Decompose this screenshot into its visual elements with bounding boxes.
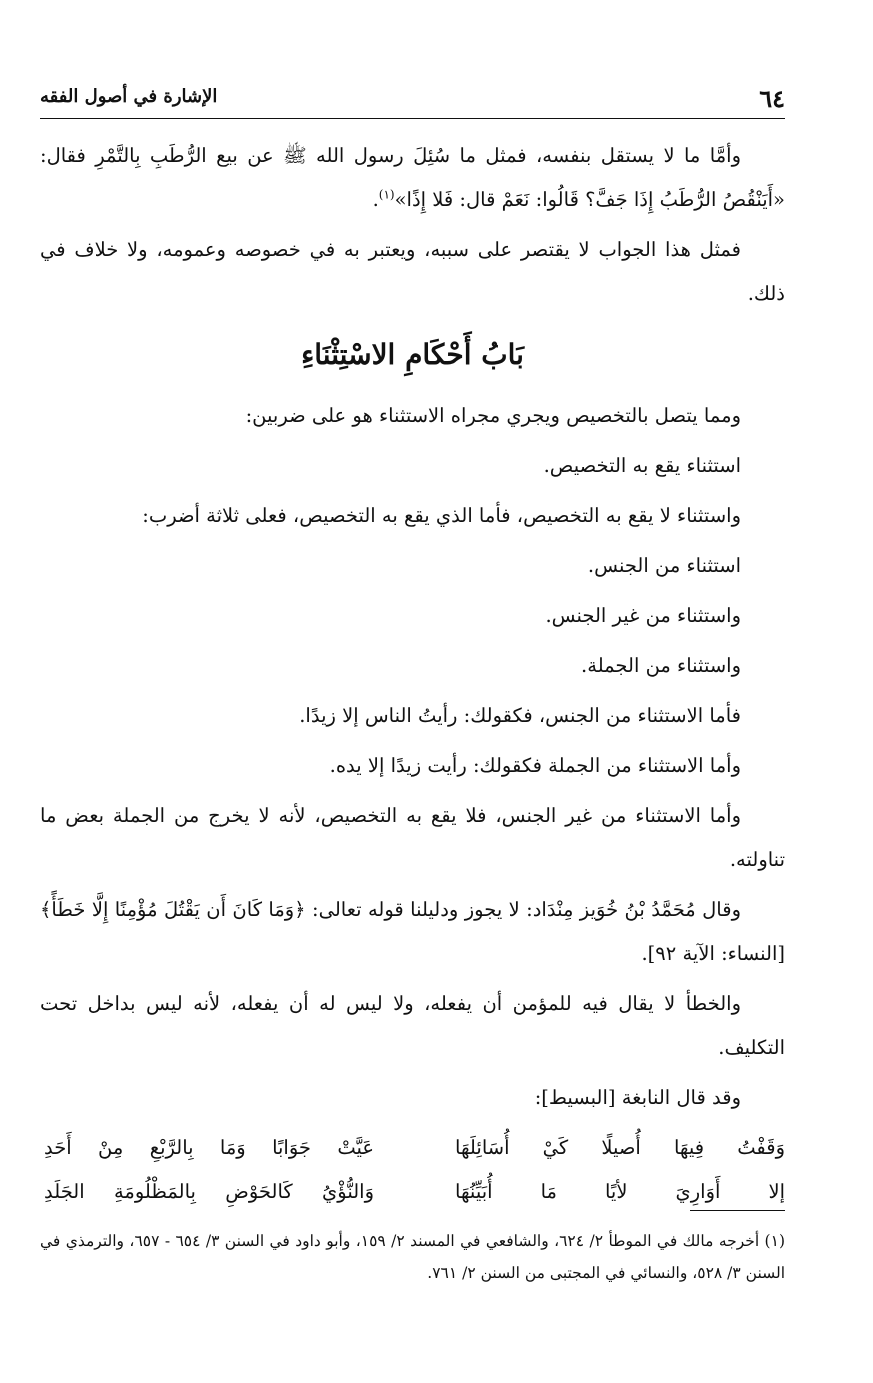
main-text <box>40 134 785 1214</box>
paragraph-1-text: وأمَّا ما لا يستقل بنفسه، فمثل ما سُئِلَ رسول الله ﷺ عن بيع الرُّطَبِ بِالتَّمْرِ فقال: «أَيَنْقُصُ الرُّطَبُ إِذَا جَفَّ؟ قَالُوا: نَعَمْ قال: فَلا إِذًا» <box>40 144 785 211</box>
paragraph-6: استثناء من الجنس. <box>587 554 741 577</box>
paragraph-3: ومما يتصل بالتخصيص ويجري مجراه الاستثناء هو على ضربين: <box>245 404 741 427</box>
paragraph-1-end: . <box>372 188 379 211</box>
verse-1-first-hemistich: وَقَفْتُ فِيهَا أُصيلًا كَيْ أُسَائِلَهَا <box>455 1136 785 1159</box>
footnote-1: (١) أخرجه مالك في الموطأ ٢/ ٦٢٤، والشافعي في المسند ٢/ ١٥٩، وأبو داود في السنن ٣/ ٦٥٤ - ٦٥٧، والترمذي في السنن ٣/ ٥٢٨، والنسائي في المجتبى من السنن ٢/ ٧٦١. <box>40 1232 785 1282</box>
paragraph-11: وأما الاستثناء من غير الجنس، فلا يقع به التخصيص، لأنه لا يخرج من الجملة بعض ما تناولته. <box>40 804 785 871</box>
paragraph-2: فمثل هذا الجواب لا يقتصر على سببه، ويعتبر به في خصوصه وعمومه، ولا خلاف في ذلك. <box>40 238 785 305</box>
paragraph-4: استثناء يقع به التخصيص. <box>543 454 741 477</box>
paragraph-7: واستثناء من غير الجنس. <box>545 604 741 627</box>
verse-2 <box>40 1170 785 1214</box>
verse-2-first-hemistich: إلا أَوَارِيَ لأيًا مَا أُبَيِّنُهَا <box>455 1180 785 1203</box>
chapter-heading: بَابُ أَحْكَامِ الاسْتِثْنَاءِ <box>301 338 524 371</box>
footnote-separator <box>690 1210 785 1211</box>
paragraph-14: وقد قال النابغة [البسيط]: <box>534 1086 741 1109</box>
running-head <box>40 82 785 119</box>
verse-1 <box>40 1126 785 1170</box>
footnotes <box>40 1225 785 1289</box>
verse-1-second-hemistich: عَيَّتْ جَوَابًا وَمَا بِالرَّبْعِ مِنْ أَحَدِ <box>44 1136 374 1159</box>
verse-2-second-hemistich: وَالنُّؤْيُ كَالحَوْضِ بِالمَظْلُومَةِ الجَلَدِ <box>44 1180 374 1203</box>
paragraph-13: والخطأ لا يقال فيه للمؤمن أن يفعله، ولا ليس له أن يفعله، لأنه ليس بداخل تحت التكليف. <box>40 992 785 1059</box>
book-title: الإشارة في أصول الفقه <box>40 86 218 107</box>
paragraph-9: فأما الاستثناء من الجنس، فكقولك: رأيتُ الناس إلا زيدًا. <box>299 704 741 727</box>
poem <box>40 1126 785 1214</box>
paragraph-10: وأما الاستثناء من الجملة فكقولك: رأيت زيدًا إلا يده. <box>329 754 741 777</box>
page-number: ٦٤ <box>759 84 785 113</box>
paragraph-5: واستثناء لا يقع به التخصيص، فأما الذي يقع به التخصيص، فعلى ثلاثة أضرب: <box>142 504 741 527</box>
paragraph-8: واستثناء من الجملة. <box>581 654 741 677</box>
paragraph-1 <box>40 134 785 222</box>
footnote-ref-1: (١) <box>378 187 395 202</box>
paragraph-12: وقال مُحَمَّدُ بْنُ خُوَيز مِنْدَاد: لا يجوز ودليلنا قوله تعالى: ﴿وَمَا كَانَ أَن يَقْتُلَ مُؤْمِنًا إِلَّا خَطَأً﴾ [النساء: الآية ٩٢]. <box>40 898 785 965</box>
